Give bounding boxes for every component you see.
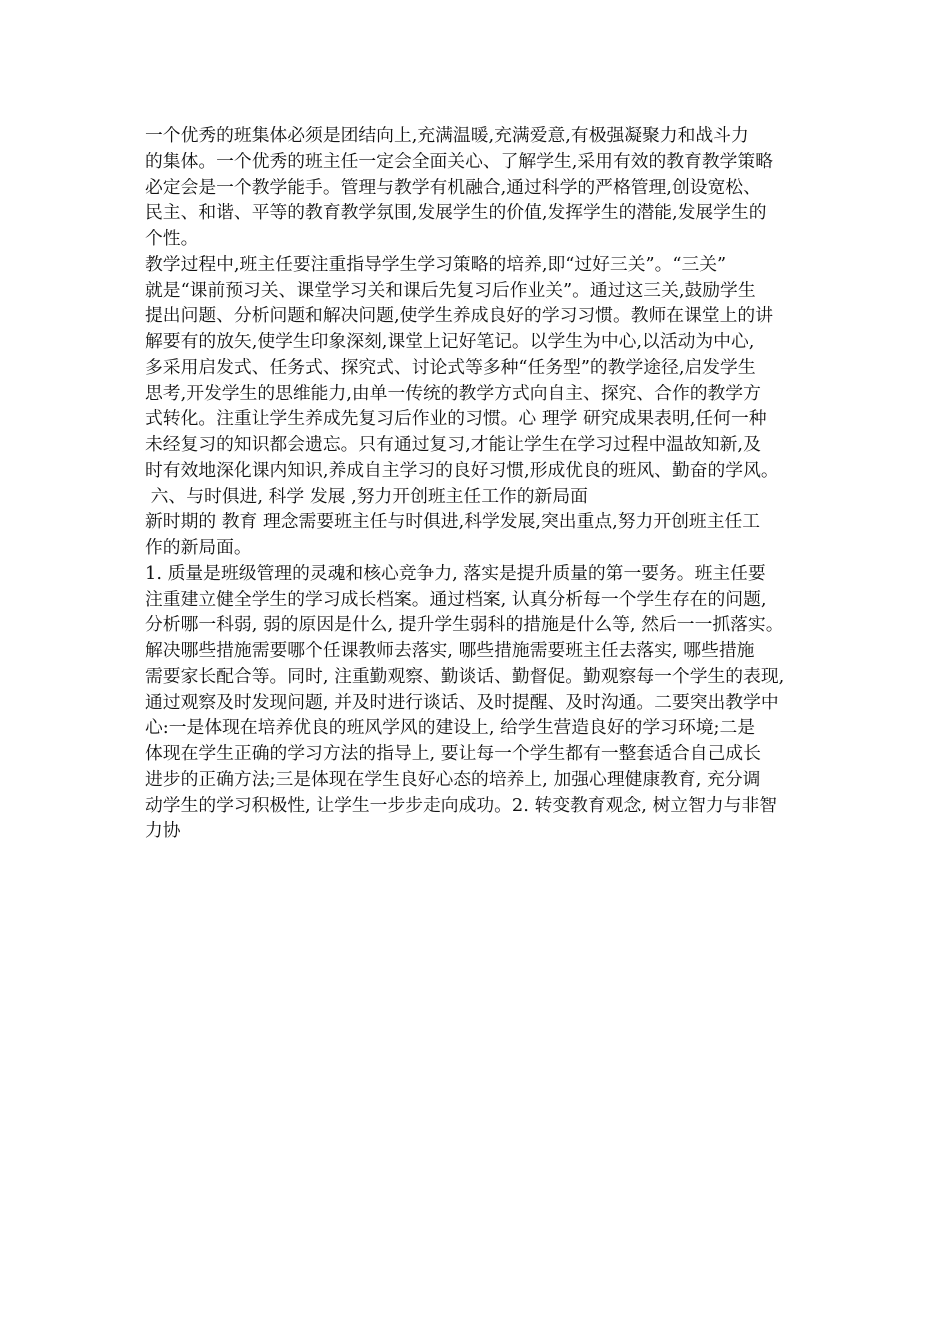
text-line: 作的新局面。	[145, 537, 252, 558]
text-line: 必定会是一个教学能手。管理与教学有机融合,通过科学的严格管理,创设宽松、	[145, 176, 761, 198]
text-line: 分析哪一科弱, 弱的原因是什么, 提升学生弱科的措施是什么等, 然后一一抓落实。	[145, 614, 784, 636]
text-line: 新时期的 教育 理念需要班主任与时俱进,科学发展,突出重点,努力开创班主任工	[145, 511, 761, 533]
text-line: 注重建立健全学生的学习成长档案。通过档案, 认真分析每一个学生存在的问题,	[145, 588, 767, 610]
text-line: 多采用启发式、任务式、探究式、讨论式等多种“任务型”的教学途径,启发学生	[145, 356, 756, 378]
text-line: 教学过程中,班主任要注重指导学生学习策略的培养,即“过好三关”。“三关”	[145, 253, 727, 275]
text-line: 需要家长配合等。同时, 注重勤观察、勤谈话、勤督促。勤观察每一个学生的表现,	[145, 665, 785, 687]
text-line: 式转化。注重让学生养成先复习后作业的习惯。心 理学 研究成果表明,任何一种	[145, 408, 767, 430]
body-text	[145, 123, 817, 844]
text-line: 1. 质量是班级管理的灵魂和核心竞争力, 落实是提升质量的第一要务。班主任要	[145, 562, 766, 584]
text-line: 就是“课前预习关、课堂学习关和课后先复习后作业关”。通过这三关,鼓励学生	[145, 279, 756, 301]
text-line: 动学生的学习积极性, 让学生一步步走向成功。2. 转变教育观念, 树立智力与非智	[145, 794, 778, 816]
text-line: 进步的正确方法;三是体现在学生良好心态的培养上, 加强心理健康教育, 充分调	[145, 768, 761, 790]
text-line: 解要有的放矢,使学生印象深刻,课堂上记好笔记。以学生为中心,以活动为中心,	[145, 331, 755, 352]
text-line: 时有效地深化课内知识,养成自主学习的良好习惯,形成优良的班风、勤奋的学风。	[145, 459, 779, 481]
text-line: 的集体。一个优秀的班主任一定会全面关心、了解学生,采用有效的教育教学策略	[145, 150, 773, 172]
text-line: 个性。	[145, 228, 199, 249]
text-line: 一个优秀的班集体必须是团结向上,充满温暖,充满爱意,有极强凝聚力和战斗力	[145, 125, 749, 146]
text-line: 力协	[145, 820, 181, 842]
text-line: 心:一是体现在培养优良的班风学风的建设上, 给学生营造良好的学习环境;二是	[145, 717, 756, 739]
text-line: 体现在学生正确的学习方法的指导上, 要让每一个学生都有一整套适合自己成长	[145, 743, 761, 764]
text-line: 解决哪些措施需要哪个任课教师去落实, 哪些措施需要班主任去落实, 哪些措施	[145, 640, 755, 661]
text-line: 通过观察及时发现问题, 并及时进行谈话、及时提醒、及时沟通。二要突出教学中	[145, 691, 779, 713]
text-line: 民主、和谐、平等的教育教学氛围,发展学生的价值,发挥学生的潜能,发展学生的	[145, 202, 767, 224]
text-line: 思考,开发学生的思维能力,由单一传统的教学方式向自主、探究、合作的教学方	[145, 382, 761, 404]
text-line: 未经复习的知识都会遗忘。只有通过复习,才能让学生在学习过程中温故知新,及	[145, 434, 761, 455]
text-line: 提出问题、分析问题和解决问题,使学生养成良好的学习习惯。教师在课堂上的讲	[145, 305, 773, 327]
section-heading: 六、与时俱进, 科学 发展 ,努力开创班主任工作的新局面	[145, 485, 588, 507]
